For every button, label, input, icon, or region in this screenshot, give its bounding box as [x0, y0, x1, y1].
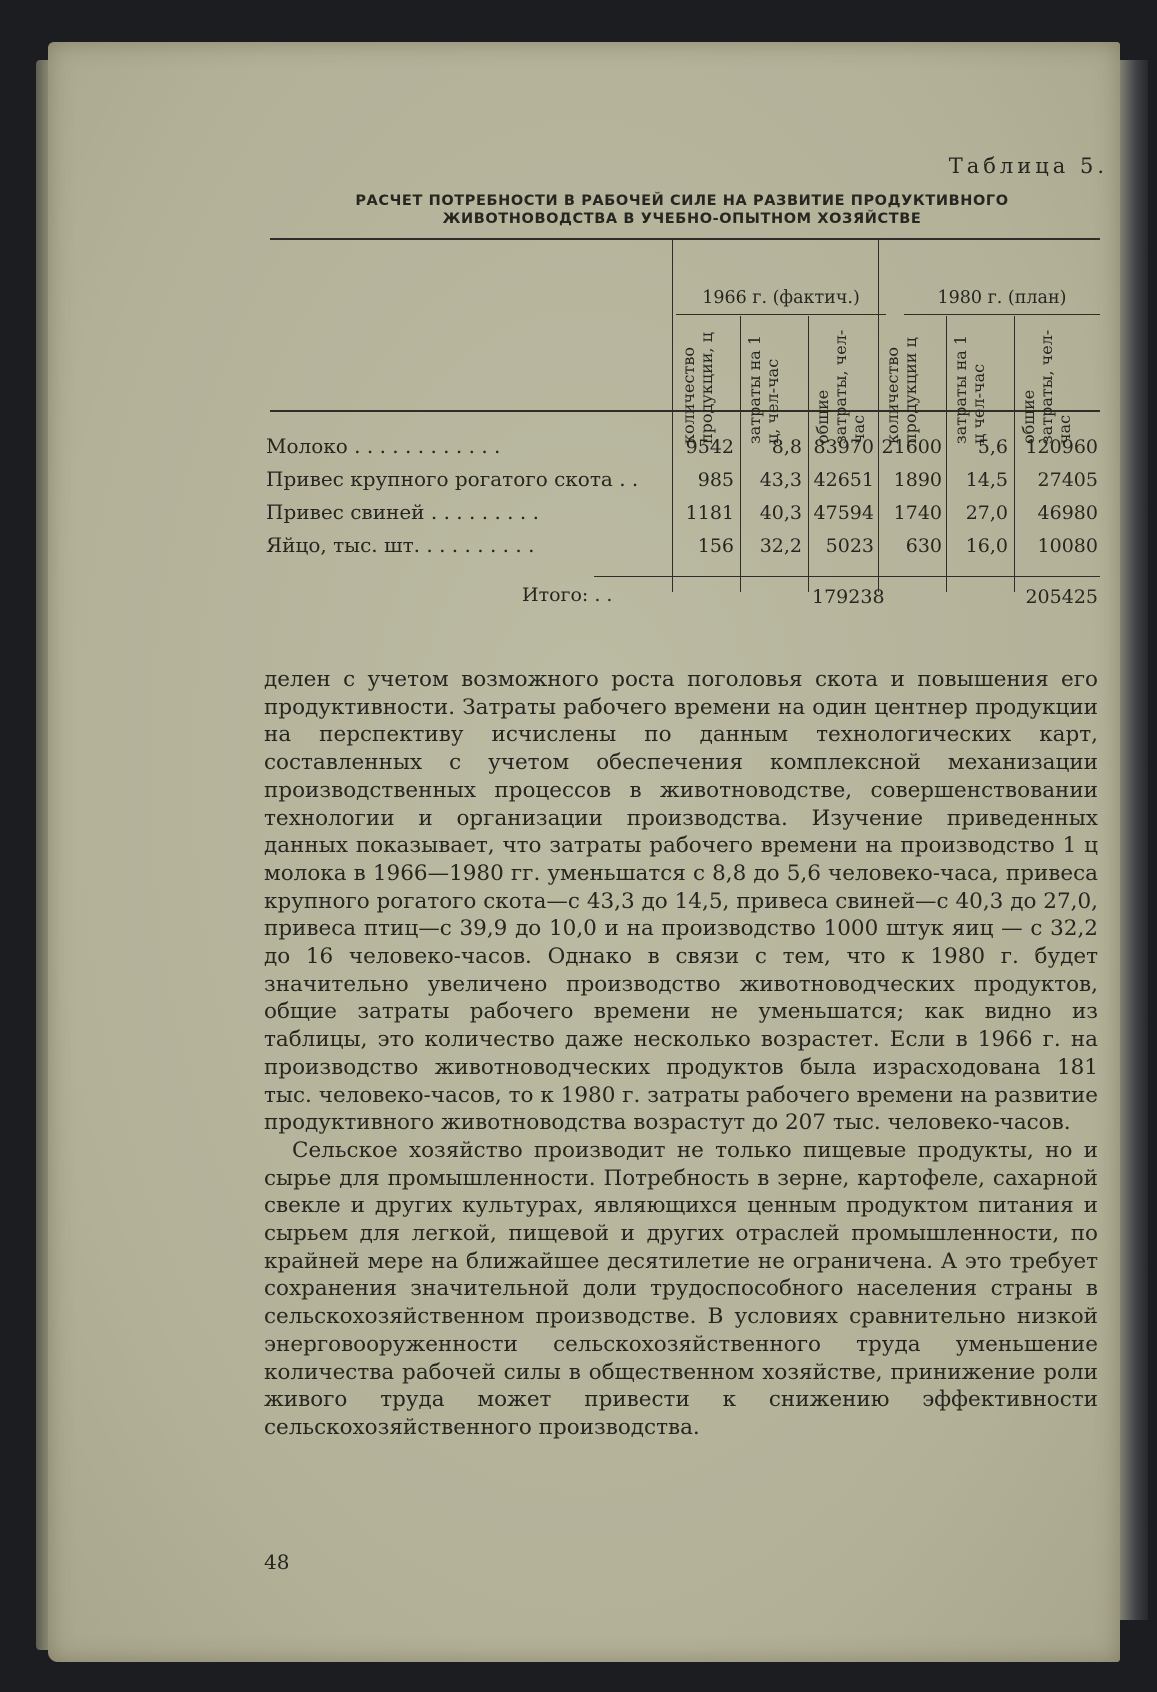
cell-qty-1966: 156: [697, 535, 734, 557]
cell-cost-1980: 5,6: [977, 436, 1008, 458]
cell-cost-1966: 40,3: [759, 502, 802, 524]
row-label-pigs: Привес свиней . . . . . . . . .: [266, 500, 539, 524]
col-header-qty-1980: количество продукции ц: [883, 337, 920, 444]
cell-qty-1980: 1740: [893, 502, 942, 524]
cell-total-1966: 83970: [813, 436, 874, 458]
table-title-line1: РАСЧЕТ ПОТРЕБНОСТИ В РАБОЧЕЙ СИЛЕ НА РАЗВИТИЕ ПРОДУКТИВНОГО: [355, 193, 1009, 209]
col-header-qty-1966: количество продукции, ц: [679, 332, 716, 444]
table-title: [264, 192, 1100, 228]
col-line-5: [946, 316, 947, 592]
cell-total-1966: 47594: [813, 502, 874, 524]
col-line-4: [878, 238, 879, 592]
table-number: Таблица 5.: [948, 154, 1108, 178]
page-number: 48: [264, 1550, 290, 1574]
col-header-cost-1966: затраты на 1 ц, чел-час: [745, 334, 782, 444]
total-1980: 205425: [1025, 586, 1098, 608]
row-label-eggs: Яйцо, тыс. шт. . . . . . . . . .: [266, 533, 535, 557]
cell-cost-1966: 32,2: [759, 535, 802, 557]
body-text: [264, 666, 1098, 1442]
paragraph-1: делен с учетом возможного роста поголовья скота и повышения его продуктивности. Затраты рабочего времени на один центнер продукции на перспективу исчислены по данным технологических карт, составленных с учетом обеспечения комплексной механизации производственных процессов в животноводстве, совершенствовании технологии и организации производства. Изучение приведенных данных показывает, что затраты рабочего времени на производство 1 ц молока в 1966—1980 гг. уменьшатся с 8,8 до 5,6 человеко-часа, привеса крупного рогатого скота—с 43,3 до 14,5, привеса свиней—с 40,3 до 27,0, привеса птиц—с 39,9 до 10,0 и на производство 1000 штук яиц — с 32,2 до 16 человеко-часов. Однако в связи с тем, что к 1980 г. будет значительно увеличено производство животноводческих продуктов, общие затраты рабочего времени не уменьшатся; как видно из таблицы, это количество даже несколько возрастет. Если в 1966 г. на производство животноводческих продуктов была израсходована 181 тыс. человеко-часов, то к 1980 г. затраты рабочего времени на развитие продуктивного животноводства возрастут до 207 тыс. человеко-часов.: [264, 667, 1098, 1136]
book-page: [48, 42, 1120, 1662]
cell-total-1980: 10080: [1037, 535, 1098, 557]
cell-cost-1980: 16,0: [965, 535, 1008, 557]
group-1966-underline: [676, 314, 886, 315]
row-label-cattle: Привес крупного рогатого скота . .: [266, 467, 639, 491]
cell-total-1966: 42651: [813, 469, 874, 491]
group-header-1966: 1966 г. (фактич.): [702, 288, 860, 308]
row-label-milk: Молоко . . . . . . . . . . . .: [266, 434, 501, 458]
cell-cost-1966: 43,3: [759, 469, 802, 491]
cell-qty-1980: 630: [905, 535, 942, 557]
col-header-total-1980: общие затраты, чел-час: [1019, 329, 1074, 444]
cell-qty-1966: 985: [697, 469, 734, 491]
col-line-2: [740, 316, 741, 592]
total-label: Итого: . .: [522, 584, 613, 606]
book-spine-right: [1118, 60, 1148, 1620]
cell-total-1980: 27405: [1037, 469, 1098, 491]
paragraph-2: Сельское хозяйство производит не только пищевые продукты, но и сырье для промышленности. Потребность в зерне, картофеле, сахарной свекле и других культурах, являющихся ценным продуктом питания и сырьем для легкой, пищевой и других отраслей промышленности, по крайней мере на ближайшее десятилетие не ограничена. А это требует сохранения значительной доли трудоспособного населения страны в сельскохозяйственном производстве. В условиях сравнительно низкой энерговооруженности сельскохозяйственного труда уменьшение количества рабочей силы в общественном хозяйстве, принижение роли живого труда может привести к снижению эффективности сельскохозяйственного производства.: [264, 1137, 1098, 1440]
cell-cost-1980: 27,0: [965, 502, 1008, 524]
cell-qty-1980: 21600: [881, 436, 942, 458]
col-line-6: [1014, 316, 1015, 592]
cell-qty-1966: 1181: [685, 502, 734, 524]
total-separator-rule: [594, 576, 1100, 577]
group-1980-underline: [904, 314, 1100, 315]
cell-qty-1966: 9542: [685, 436, 734, 458]
col-header-total-1966: общие затраты, чел-час: [813, 329, 868, 444]
cell-qty-1980: 1890: [893, 469, 942, 491]
col-line-1: [672, 238, 673, 592]
cell-cost-1980: 14,5: [965, 469, 1008, 491]
total-1966: 179238: [812, 586, 885, 608]
group-header-1980: 1980 г. (план): [937, 288, 1067, 308]
cell-cost-1966: 8,8: [771, 436, 802, 458]
table-title-line2: ЖИВОТНОВОДСТВА В УЧЕБНО-ОПЫТНОМ ХОЗЯЙСТВЕ: [442, 211, 922, 227]
col-header-cost-1980: затраты на 1 ц чел-час: [951, 334, 988, 444]
cell-total-1980: 120960: [1025, 436, 1098, 458]
col-line-3: [808, 316, 809, 592]
table-top-rule: [270, 238, 1100, 240]
cell-total-1980: 46980: [1037, 502, 1098, 524]
cell-total-1966: 5023: [825, 535, 874, 557]
